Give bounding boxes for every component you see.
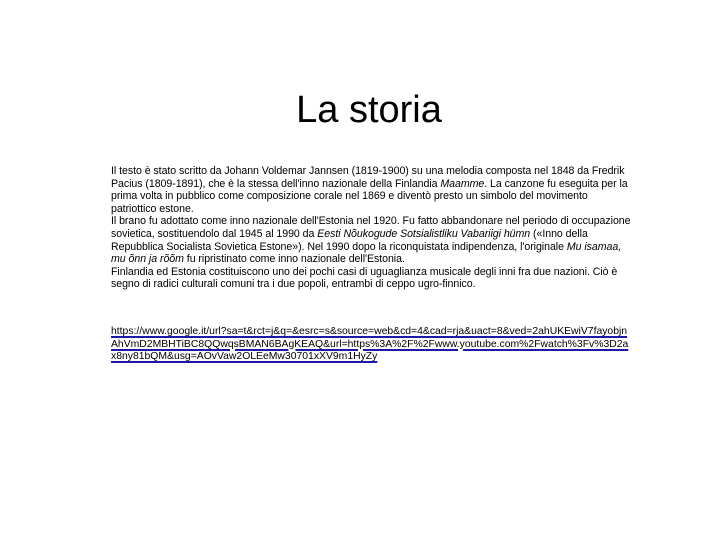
paragraph-3-text: Finlandia ed Estonia costituiscono uno dei pochi casi di uguaglianza musicale degli inni fra due nazioni. Ciò è segno di radici culturali comuni tra i due popoli, entrambi di ceppo ugro-finnico. [111,265,618,291]
paragraph-2-italic-original-title: Mu isamaa, mu õnn ja rõõm [111,240,622,266]
paragraph-1-italic-maamme: Maamme [440,177,485,190]
paragraph-2-text-c: fu ripristinato come inno nazionale dell'Estonia. [183,253,405,266]
paragraph-3 [111,266,633,291]
paragraph-1-text-b: . La canzone fu eseguita per la prima volta in pubblico come composizione corale nel 1869 e diventò presto un simbolo del movimento patriottico estone. [111,177,628,215]
slide-title: La storia [296,89,442,131]
paragraph-2-italic-soviet-anthem: Eesti Nõukogude Sotsialistliku Vabariigi hümn [317,227,531,240]
link-block [111,326,631,364]
paragraph-2 [111,215,633,265]
youtube-link[interactable]: https://www.google.it/url?sa=t&rct=j&q=&esrc=s&source=web&cd=4&cad=rja&uact=8&ved=2ahUKEwiV7fayobjnAhVmD2MBHTiBC8QQwqsBMAN6BAgKEAQ&url=https%3A%2F%2Fwww.youtube.com%2Fwatch%3Fv%3D2ax8ny81bQM&usg=AOvVaw2OLEeMw30701xXV9m1HyZy [111,326,629,363]
paragraph-2-text-b: («Inno della Repubblica Socialista Sovietica Estone»). Nel 1990 dopo la riconquistata indipendenza, l'originale [111,227,588,253]
slide-body [111,165,633,291]
paragraph-2-text-a: Il brano fu adottato come inno nazionale dell'Estonia nel 1920. Fu fatto abbandonare nel periodo di occupazione sovietica, sostituendolo dal 1945 al 1990 da [111,215,631,240]
paragraph-1 [111,165,633,215]
paragraph-1-text-a: Il testo è stato scritto da Johann Voldemar Jannsen (1819-1900) su una melodia composta nel 1848 da Fredrik Pacius (1809-1891), che è la stessa dell'inno nazionale della Finlandia [111,165,625,190]
